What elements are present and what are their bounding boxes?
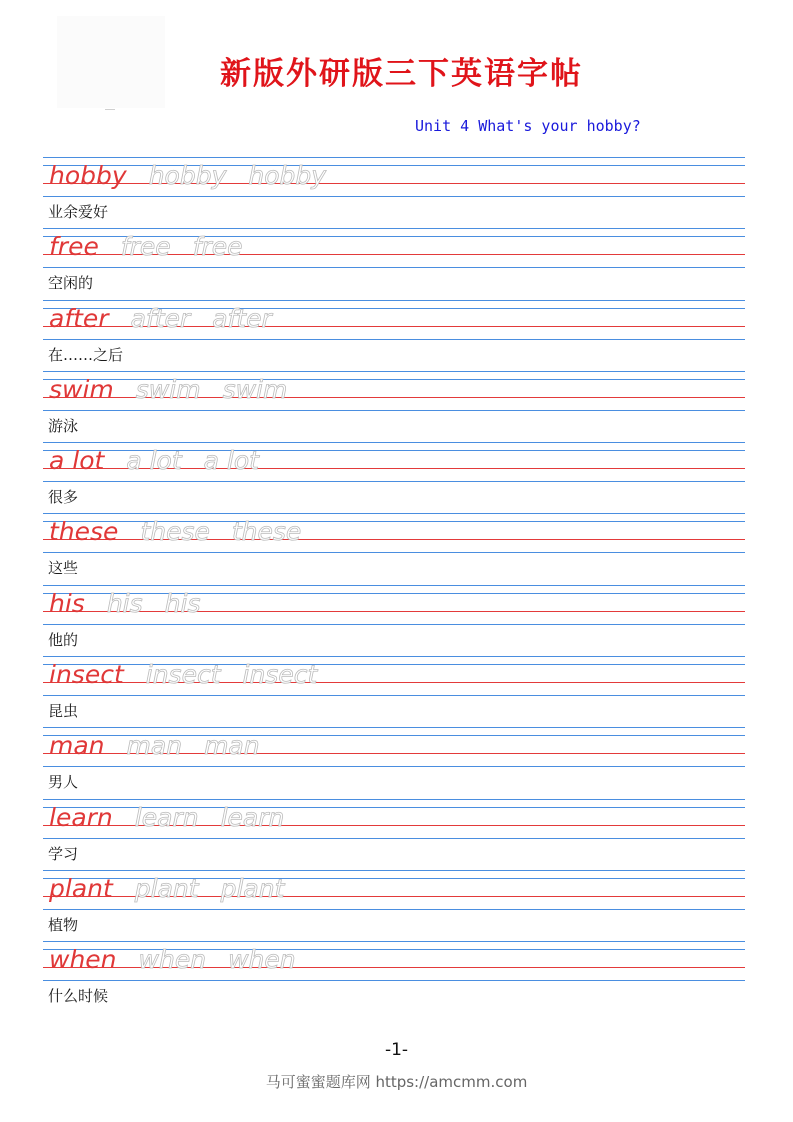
trace-word: after	[130, 303, 191, 333]
guide-line-blue	[43, 909, 745, 910]
trace-word: these	[140, 517, 210, 547]
copybook-rows	[43, 157, 745, 1013]
copybook-row	[43, 727, 745, 798]
guide-line-blue	[43, 552, 745, 553]
word-meaning: 男人	[48, 773, 79, 792]
word-writing-line	[49, 303, 272, 335]
word-meaning: 游泳	[48, 416, 79, 435]
trace-word: when	[138, 945, 207, 975]
copybook-row	[43, 300, 745, 371]
trace-word: free	[120, 232, 171, 262]
trace-word: a lot	[126, 446, 182, 476]
word-writing-line	[49, 944, 296, 976]
guide-line-blue	[43, 870, 745, 871]
word-writing-line	[49, 160, 326, 192]
trace-word: learn	[134, 802, 199, 832]
word-meaning: 学习	[48, 844, 79, 863]
guide-line-blue	[43, 799, 745, 800]
vocab-word: insect	[49, 660, 124, 690]
vocab-word: plant	[49, 873, 113, 903]
trace-word: man	[204, 731, 260, 761]
guide-line-blue	[43, 513, 745, 514]
guide-line-blue	[43, 656, 745, 657]
vocab-word: after	[49, 303, 109, 333]
trace-word: his	[106, 588, 143, 618]
guide-line-blue	[43, 228, 745, 229]
guide-line-blue	[43, 300, 745, 301]
word-meaning: 在……之后	[48, 345, 124, 364]
word-writing-line	[49, 445, 259, 477]
trace-word: swim	[222, 374, 288, 404]
word-writing-line	[49, 516, 301, 548]
trace-word: insect	[242, 660, 318, 690]
guide-line-blue	[43, 624, 745, 625]
copybook-row	[43, 157, 745, 228]
guide-line-blue	[43, 695, 745, 696]
copybook-row	[43, 585, 745, 656]
word-meaning: 空闲的	[48, 274, 94, 293]
trace-word: free	[192, 232, 243, 262]
word-writing-line	[49, 802, 284, 834]
trace-word: man	[126, 731, 183, 761]
vocab-word: a lot	[49, 446, 105, 476]
word-writing-line	[49, 659, 317, 691]
trace-word: after	[212, 303, 272, 333]
word-writing-line	[49, 588, 200, 620]
guide-line-blue	[43, 371, 745, 372]
vocab-word: hobby	[49, 161, 127, 190]
guide-line-blue	[43, 727, 745, 728]
copybook-row	[43, 941, 745, 1012]
word-meaning: 什么时候	[48, 987, 109, 1006]
guide-line-blue	[43, 481, 745, 482]
guide-line-blue	[43, 196, 745, 197]
guide-line-blue	[43, 941, 745, 942]
guide-line-blue	[43, 585, 745, 586]
copybook-row	[43, 228, 745, 299]
trace-word: these	[231, 517, 302, 547]
vocab-word: man	[49, 731, 105, 761]
trace-word: hobby	[148, 161, 227, 190]
vocab-word: free	[49, 232, 99, 262]
footer-text: 马可蜜蜜题库网 https://amcmm.com	[265, 1073, 528, 1091]
vocab-word: when	[49, 945, 117, 975]
word-meaning: 很多	[48, 488, 79, 507]
word-writing-line	[49, 231, 243, 263]
vocab-word: these	[49, 517, 119, 547]
copybook-row	[43, 799, 745, 870]
trace-word: plant	[134, 873, 199, 903]
guide-line-blue	[43, 766, 745, 767]
trace-word: his	[164, 588, 201, 618]
copybook-row	[43, 656, 745, 727]
copybook-row	[43, 371, 745, 442]
trace-word: learn	[220, 802, 285, 832]
trace-word: a lot	[203, 446, 259, 476]
word-meaning: 植物	[48, 915, 79, 934]
word-writing-line	[49, 374, 287, 406]
guide-line-blue	[43, 410, 745, 411]
guide-line-blue	[43, 442, 745, 443]
guide-line-blue	[43, 838, 745, 839]
guide-line-blue	[43, 339, 745, 340]
page-title: 新版外研版三下英语字帖	[220, 56, 583, 92]
page-number: -1-	[384, 1040, 409, 1060]
vocab-word: swim	[49, 374, 114, 404]
trace-word: swim	[135, 374, 201, 404]
word-meaning: 业余爱好	[48, 203, 109, 221]
guide-line-blue	[43, 980, 745, 981]
copybook-row	[43, 513, 745, 584]
vocab-word: his	[49, 588, 85, 618]
word-meaning: 昆虫	[48, 702, 79, 721]
word-writing-line	[49, 730, 260, 762]
word-writing-line	[49, 873, 284, 905]
copybook-row	[43, 442, 745, 513]
unit-subtitle: Unit 4 What's your hobby?	[415, 117, 641, 135]
copybook-row	[43, 870, 745, 941]
trace-word: when	[228, 945, 296, 975]
trace-word: plant	[220, 873, 285, 903]
vocab-word: learn	[49, 802, 113, 832]
word-meaning: 他的	[48, 630, 79, 649]
guide-line-blue	[43, 157, 745, 158]
guide-line-blue	[43, 267, 745, 268]
trace-word: hobby	[248, 161, 327, 190]
word-meaning: 这些	[48, 559, 79, 578]
trace-word: insect	[145, 660, 221, 690]
